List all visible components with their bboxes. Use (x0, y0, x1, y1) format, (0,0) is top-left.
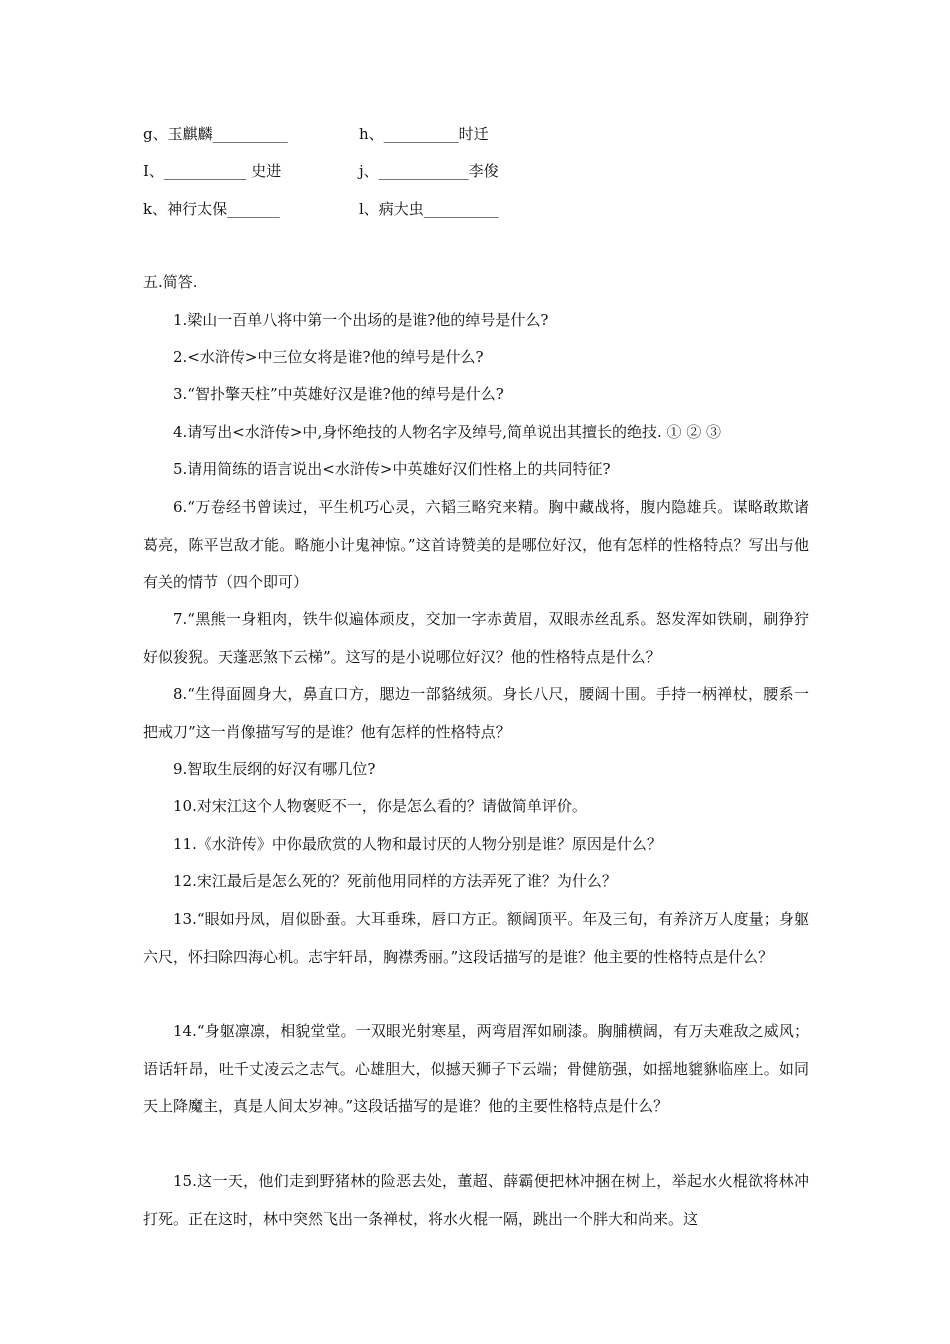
question-item (143, 451, 809, 489)
fill-blank-row (143, 197, 803, 221)
section-title: 五.简答. (143, 273, 198, 291)
question-text: 6.“万卷经书曾读过，平生机巧心灵，六韬三略究来精。胸中藏战将，腹内隐雄兵。谋略敢欺诸葛亮，陈平岂敌才能。略施小计鬼神惊。”这首诗赞美的是哪位好汉，他有怎样的性格特点？写出与他有关的情节（四个即可） (143, 498, 809, 591)
question-text: 2.<水浒传>中三位女将是谁?他的绰号是什么? (173, 348, 484, 366)
fill-blank-item: j、____________李俊 (359, 162, 499, 180)
question-text: 9.智取生辰纲的好汉有哪几位? (173, 760, 376, 778)
fill-blank-row (143, 122, 803, 146)
question-text: 1.梁山一百单八将中第一个出场的是谁?他的绰号是什么? (173, 311, 549, 329)
question-item (143, 676, 809, 751)
question-item (143, 863, 809, 901)
question-text: 5.请用简练的语言说出<水浒传>中英雄好汉们性格上的共同特征? (173, 460, 611, 478)
question-item (143, 376, 809, 414)
fill-blank-item: g、玉麒麟__________ (143, 125, 288, 143)
question-text: 8.“生得面圆身大，鼻直口方，腮边一部貉绒须。身长八尺，腰阔十围。手持一柄禅杖，腰系一把戒刀”这一肖像描写写的是谁？他有怎样的性格特点？ (143, 685, 809, 741)
question-text: 3.“智扑擎天柱”中英雄好汉是谁?他的绰号是什么? (173, 385, 504, 403)
question-item (143, 901, 809, 976)
question-text: 4.请写出<水浒传>中,身怀绝技的人物名字及绰号,简单说出其擅长的绝技. ① ② ③ (173, 423, 722, 441)
question-item (143, 1163, 809, 1238)
fill-blank-item: l、病大虫__________ (359, 200, 499, 218)
fill-blank-row (143, 159, 803, 183)
question-text: 12.宋江最后是怎么死的？死前他用同样的方法弄死了谁？为什么？ (173, 872, 617, 890)
question-item (143, 414, 809, 452)
question-text: 10.对宋江这个人物褒贬不一，你是怎么看的？请做简单评价。 (173, 797, 587, 815)
question-item (143, 601, 809, 676)
question-item (143, 339, 809, 377)
question-text: 14.“身躯凛凛，相貌堂堂。一双眼光射寒星，两弯眉浑如刷漆。胸脯横阔，有万夫难敌之威风；语话轩昂，吐千丈凌云之志气。心雄胆大，似撼天狮子下云端；骨健筋强，如摇地貔貅临座上。如同天上降魔主，真是人间太岁神。”这段话描写的是谁？他的主要性格特点是什么？ (143, 1022, 809, 1115)
question-text: 13.“眼如丹凤，眉似卧蚕。大耳垂珠，唇口方正。额阔顶平。年及三旬，有养济万人度量；身躯六尺，怀扫除四海心机。志宇轩昂，胸襟秀丽。”这段话描写的是谁？他主要的性格特点是什么？ (143, 910, 809, 966)
fill-blank-item: k、神行太保_______ (143, 200, 280, 218)
question-item (143, 788, 809, 826)
question-text: 15.这一天，他们走到野猪林的险恶去处，董超、薛霸便把林冲捆在树上，举起水火棍欲将林冲打死。正在这时，林中突然飞出一条禅杖，将水火棍一隔，跳出一个胖大和尚来。这 (143, 1172, 809, 1228)
fill-blank-item: I、___________ 史进 (143, 162, 282, 180)
fill-blank-item: h、__________时迁 (359, 125, 489, 143)
question-item (143, 489, 809, 602)
question-item (143, 302, 809, 340)
question-item (143, 826, 809, 864)
question-text: 11.《水浒传》中你最欣赏的人物和最讨厌的人物分别是谁？原因是什么？ (173, 835, 662, 853)
question-item (143, 751, 809, 789)
question-item (143, 1013, 809, 1126)
question-text: 7.“黑熊一身粗肉，铁牛似遍体顽皮，交加一字赤黄眉，双眼赤丝乱系。怒发浑如铁刷，刷狰狞好似狻猊。天蓬恶煞下云梯”。这写的是小说哪位好汉？他的性格特点是什么？ (143, 610, 809, 666)
